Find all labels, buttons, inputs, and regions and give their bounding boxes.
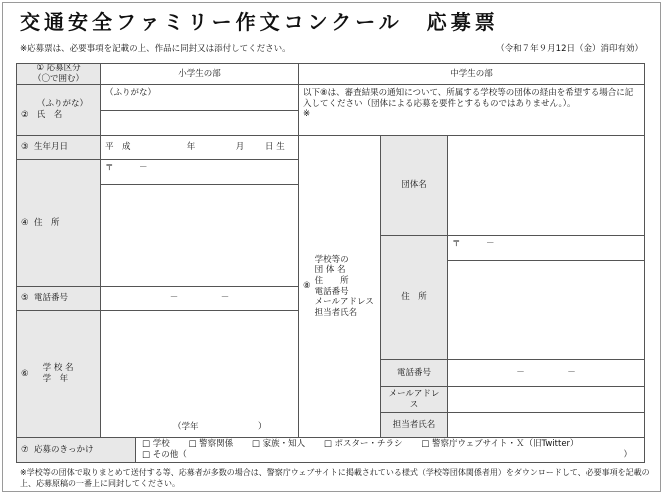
birth-label-cell [16,135,101,160]
trigger-checkbox-website[interactable]: □ 警察庁ウェブサイト・Ｘ（旧Twitter） [421,439,579,449]
category-label: ① 応募区分 [36,63,81,74]
group-label-line: 学校等の [314,254,349,265]
phone-field[interactable]: － － [100,286,299,311]
trigger-options-row [142,439,638,450]
trigger-label-cell [16,437,136,463]
deadline-note: （令和７年９月12日（金）消印有効） [496,44,643,54]
school-label-cell [16,310,101,438]
group-instruction-text: 以下⑧は、審査結果の通知について、所属する学校等の団体の経由を希望する場合に記入してください（団体による応募を要件とするものではありません。）。 [303,88,634,109]
trigger-checkbox-police[interactable]: □ 警察関係 [188,439,234,449]
furigana-input[interactable]: （ふりがな） [105,88,157,98]
group-label-cell [298,135,381,438]
postal-divider [101,184,298,185]
group-address-field[interactable] [447,235,645,360]
birth-field[interactable] [100,135,299,160]
group-label-line: メールアドレス [314,297,374,308]
trigger-label: ⑦ 応募のきっかけ [21,444,94,455]
group-label-line: 電話番号 [314,286,349,297]
furigana-divider [101,110,298,111]
group-label-lines [315,255,374,319]
school-name-label: 学 校 名 [42,363,74,374]
group-address-label: 住 所 [380,235,448,360]
group-mail-label: メールアドレス [380,386,448,413]
group-name-field[interactable] [447,135,645,236]
trigger-other-close: ） [623,449,632,460]
school-labels [43,363,74,384]
elementary-option[interactable]: 小学生の部 [100,63,299,85]
trigger-checkbox-other[interactable]: □ その他（ [142,449,187,460]
trigger-options [135,437,645,463]
trigger-other-row [142,450,638,461]
submission-note: ※応募票は、必要事項を記載の上、作品に同封又は添付してください。 [20,44,291,54]
group-label-line: 団 体 名 [314,265,346,276]
group-postal: 〒 － [452,239,495,249]
grade-label: 学 年 [42,374,69,384]
birth-label: ③ 生年月日 [21,142,69,153]
category-label-cell [16,63,101,85]
group-instruction-mark: ※ [303,109,311,120]
day-label: 日 生 [265,142,285,153]
address-field[interactable] [100,159,299,287]
junior-high-option[interactable]: 中学生の部 [298,63,645,85]
application-form-table [16,63,645,465]
category-sub-label: （〇で囲む） [32,74,84,84]
phone-label: ⑤ 電話番号 [21,293,69,304]
trigger-checkbox-school[interactable]: □ 学校 [142,439,170,449]
trigger-checkbox-poster[interactable]: □ ポスター・チラシ [323,439,403,449]
group-person-field[interactable] [447,412,645,438]
name-label: ② 氏 名 [21,110,63,120]
trigger-checkbox-family[interactable]: □ 家族・知人 [251,439,306,449]
group-phone-field[interactable]: － － [447,359,645,387]
year-label: 年 [186,142,196,153]
school-field[interactable] [100,310,299,438]
group-label-line: 住 所 [314,275,349,286]
school-num: ⑥ [21,368,29,379]
address-label-cell [16,159,101,287]
group-person-label: 担当者氏名 [380,412,448,438]
grade-input[interactable]: （学年 ） [173,422,267,433]
heisei-label: 平 成 [105,142,131,153]
group-name-label: 団体名 [380,135,448,236]
furigana-label: （ふりがな） [37,99,89,110]
group-postal-divider [448,260,644,261]
group-mail-field[interactable] [447,386,645,413]
group-instruction-cell [298,84,645,136]
group-phone-label: 電話番号 [380,359,448,387]
name-field[interactable] [100,84,299,136]
phone-label-cell [16,286,101,311]
address-label: ④ 住 所 [21,217,60,228]
address-postal: 〒 － [105,163,148,173]
group-label-line: 担当者氏名 [314,307,358,318]
month-label: 月 [235,142,245,153]
name-label-cell [16,84,101,136]
group-num: ⑧ [303,281,311,292]
bottom-note: ※学校等の団体で取りまとめて送付する等、応募者が多数の場合は、警察庁ウェブサイトに掲載されている様式（学校等団体関係者用）をダウンロードして、必要事項を記載の上、応募原稿の一番上に同封してください。 [20,468,650,488]
page-title: 交通安全ファミリー作文コンクール 応募票 [20,10,499,34]
